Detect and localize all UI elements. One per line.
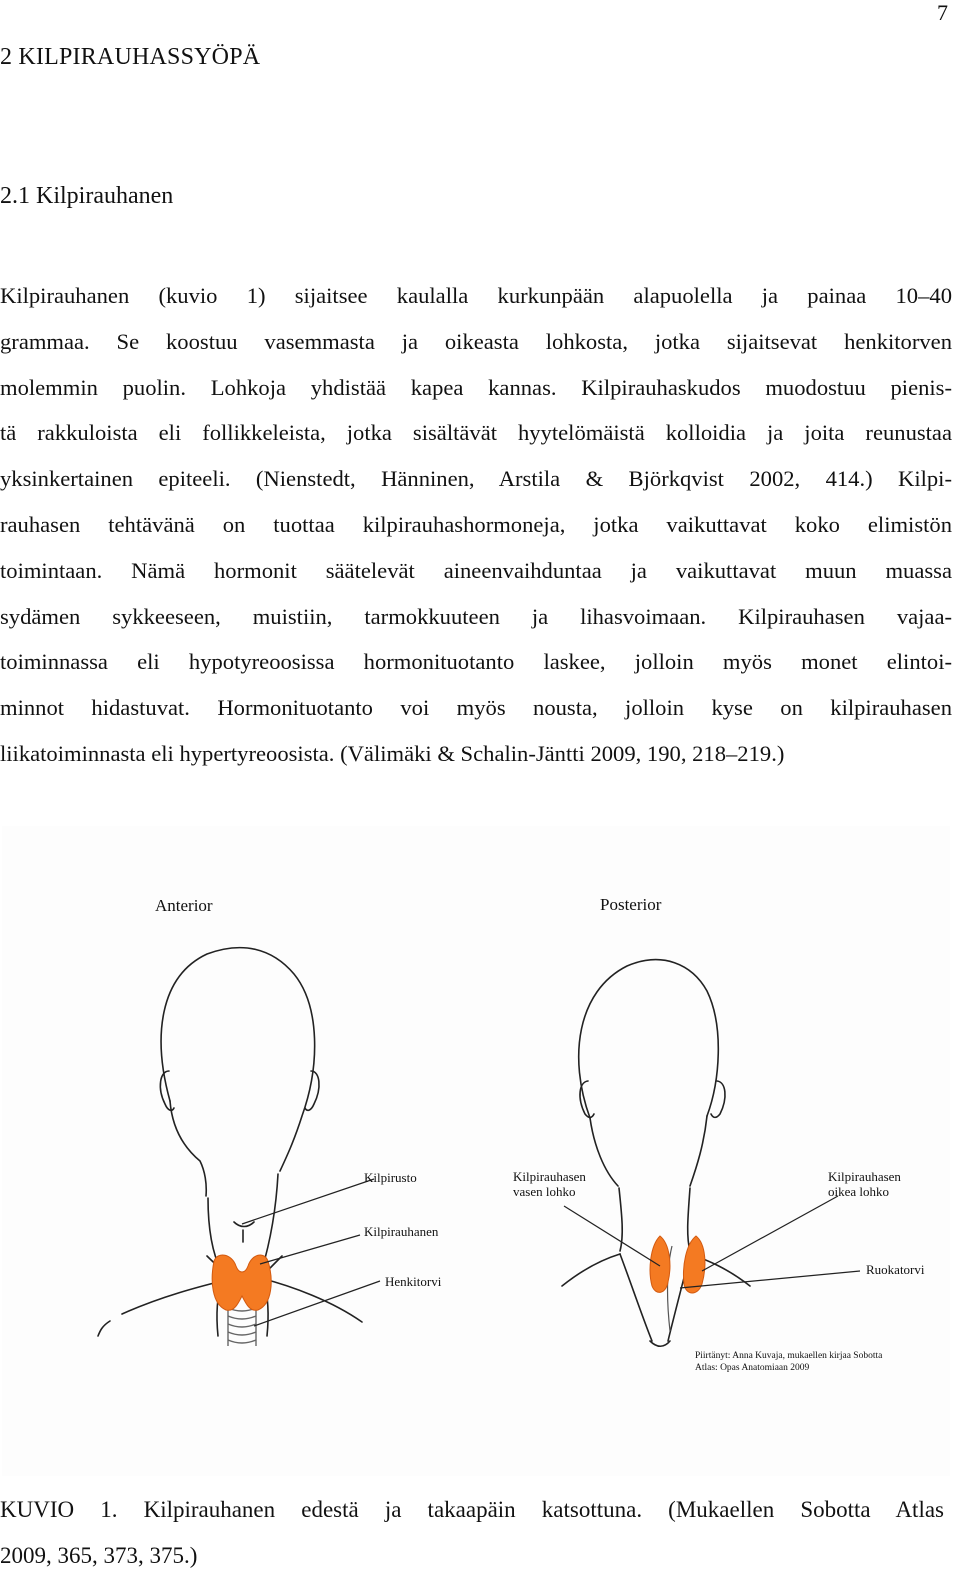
chapter-heading: 2 KILPIRAUHASSYÖPÄ <box>0 44 261 70</box>
posterior-left-lobe-shape <box>650 1236 670 1292</box>
label-leader-lines <box>242 1179 860 1326</box>
figure-credit-line2: Atlas: Opas Anatomiaan 2009 <box>695 1363 810 1373</box>
anterior-title: Anterior <box>155 896 213 915</box>
body-line: sydämen sykkeeseen, muistiin, tarmokkuuteen ja lihasvoimaan. Kilpirauhasen vajaa- <box>0 603 952 629</box>
body-line: tä rakkuloista eli follikkeleista, jotka sisältävät hyytelömäistä kolloidia ja joita reunustaa <box>0 420 952 446</box>
caption-line: 2009, 365, 373, 375.) <box>0 1543 198 1568</box>
page-number: 7 <box>937 0 948 25</box>
body-line: Kilpirauhanen (kuvio 1) sijaitsee kaulalla kurkunpään alapuolella ja painaa 10–40 <box>0 283 952 308</box>
posterior-title: Posterior <box>600 895 662 914</box>
body-line: molemmin puolin. Lohkoja yhdistää kapea kannas. Kilpirauhaskudos muodostuu pienis- <box>0 374 952 400</box>
figure-caption <box>0 1487 944 1579</box>
label-kilpirusto: Kilpirusto <box>364 1170 417 1185</box>
trachea-drawing <box>228 1304 256 1346</box>
body-line: yksinkertainen epiteeli. (Nienstedt, Hänninen, Arstila & Björkqvist 2002, 414.) Kilpi- <box>0 466 952 492</box>
body-line: rauhasen tehtävänä on tuottaa kilpirauhashormoneja, jotka vaikuttavat koko elimistön <box>0 511 952 537</box>
body-line: grammaa. Se koostuu vasemmasta ja oikeasta lohkosta, jotka sijaitsevat henkitorven <box>0 328 952 354</box>
caption-line: KUVIO 1. Kilpirauhanen edestä ja takaapäin katsottuna. (Mukaellen Sobotta Atlas <box>0 1497 944 1522</box>
label-kilpirauhanen: Kilpirauhanen <box>364 1224 439 1239</box>
label-vasen-lohko-line2: vasen lohko <box>513 1184 576 1199</box>
thyroid-figure <box>2 826 950 1476</box>
section-heading: 2.1 Kilpirauhanen <box>0 183 174 209</box>
body-paragraph <box>0 273 952 777</box>
body-line: toimintaan. Nämä hormonit säätelevät aineenvaihduntaa ja vaikuttavat muun muassa <box>0 557 952 583</box>
body-line: toiminnassa eli hypotyreoosissa hormonituotanto laskee, jolloin myös monet elintoi- <box>0 649 952 675</box>
posterior-right-lobe-shape <box>684 1236 705 1293</box>
label-oikea-lohko-line2: oikea lohko <box>828 1184 890 1199</box>
thyroid-illustration <box>2 826 950 1476</box>
label-ruokatorvi: Ruokatorvi <box>866 1262 925 1277</box>
body-line: minnot hidastuvat. Hormonituotanto voi myös nousta, jolloin kyse on kilpirauhasen <box>0 695 952 721</box>
body-line: liikatoiminnasta eli hypertyreoosista. (Välimäki & Schalin-Jäntti 2009, 190, 218–219.) <box>0 740 785 766</box>
figure-credit-line1: Piirtänyt: Anna Kuvaja, mukaellen kirjaa Sobotta <box>695 1351 883 1361</box>
label-henkitorvi: Henkitorvi <box>385 1274 442 1289</box>
label-oikea-lohko-line1: Kilpirauhasen <box>828 1169 901 1184</box>
label-vasen-lohko-line1: Kilpirauhasen <box>513 1169 586 1184</box>
